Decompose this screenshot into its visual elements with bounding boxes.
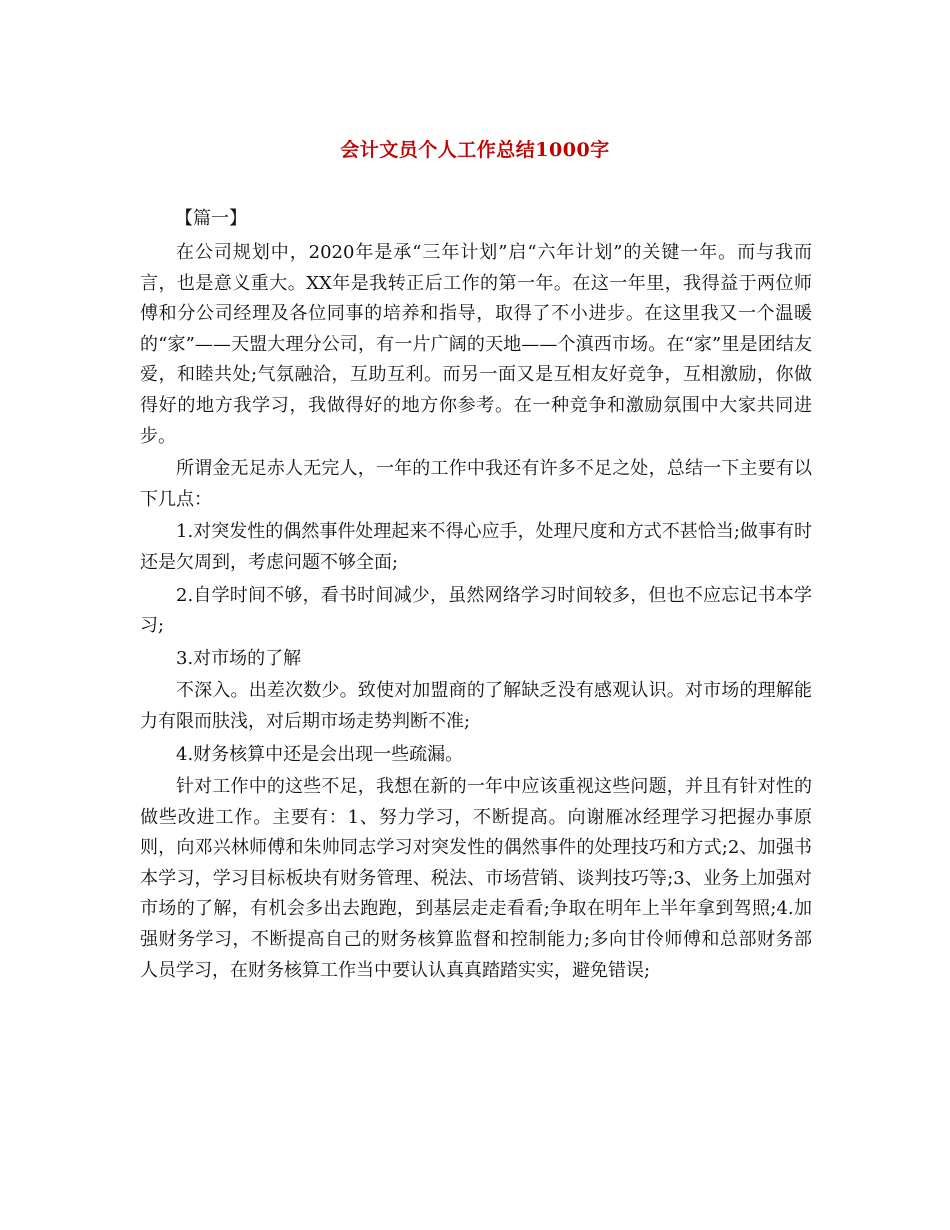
paragraph: 针对工作中的这些不足，我想在新的一年中应该重视这些问题，并且有针对性的做些改进工作。主要有：1、努力学习，不断提高。向谢雁冰经理学习把握办事原则，向邓兴林师傅和朱帅同志学习对突发性的偶然事件的处理技巧和方式;2、加强书本学习，学习目标板块有财务管理、税法、市场营销、谈判技巧等;3、业务上加强对市场的了解，有机会多出去跑跑，到基层走走看看;争取在明年上半年拿到驾照;4.加强财务学习，不断提高自己的财务核算监督和控制能力;多向甘伶师傅和总部财务部人员学习，在财务核算工作当中要认认真真踏踏实实，避免错误;: [140, 776, 812, 981]
document-body: [140, 238, 812, 988]
paragraph: 1.对突发性的偶然事件处理起来不得心应手，处理尺度和方式不甚恰当;做事有时还是欠周到，考虑问题不够全面;: [140, 521, 812, 573]
paragraph: 在公司规划中，2020年是承“三年计划”启“六年计划”的关键一年。而与我而言，也是意义重大。XX年是我转正后工作的第一年。在这一年里，我得益于两位师傅和分公司经理及各位同事的培养和指导，取得了不小进步。在这里我又一个温暖的“家”——天盟大理分公司，有一片广阔的天地——个滇西市场。在“家”里是团结友爱，和睦共处;气氛融洽，互助互利。而另一面又是互相友好竞争，互相激励，你做得好的地方我学习，我做得好的地方你参考。在一种竞争和激励氛围中大家共同进步。: [140, 242, 812, 447]
section-heading: 【篇一】: [175, 208, 247, 229]
paragraph: 所谓金无足赤人无完人，一年的工作中我还有许多不足之处，总结一下主要有以下几点：: [140, 458, 812, 510]
paragraph: 3.对市场的了解: [176, 647, 302, 669]
document-title: 会计文员个人工作总结1000字: [340, 139, 610, 161]
paragraph: 4.财务核算中还是会出现一些疏漏。: [176, 743, 464, 765]
paragraph: 2.自学时间不够，看书时间减少，虽然网络学习时间较多，但也不应忘记书本学习;: [140, 584, 812, 637]
paragraph: 不深入。出差次数少。致使对加盟商的了解缺乏没有感观认识。对市场的理解能力有限而肤浅，对后期市场走势判断不准;: [140, 680, 812, 732]
